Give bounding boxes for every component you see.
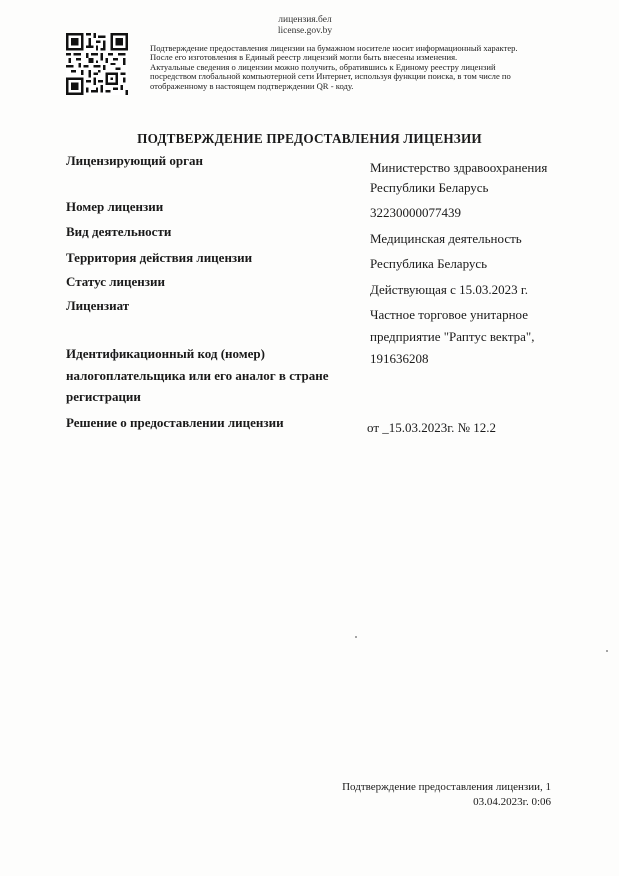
footer-timestamp: 03.04.2023г. 0:06: [473, 796, 551, 808]
scan-speck: [355, 636, 357, 638]
notice-line: Подтверждение предоставления лицензии на бумажном носителе носит информационный характер.: [150, 43, 518, 53]
licensee-value-line2: предприятие "Раптус вектра",: [370, 329, 535, 344]
registry-site: [250, 15, 360, 37]
activity-value: Медицинская деятельность: [370, 231, 522, 246]
site-cyrillic: лицензия.бел: [278, 15, 332, 25]
tax-id-label-line3: регистрации: [66, 389, 141, 404]
license-number-label: Номер лицензии: [66, 199, 164, 214]
notice-line: Актуальные сведения о лицензии можно получить, обратившись к Единому реестру лицензий: [150, 61, 496, 72]
tax-id-value: 191636208: [370, 351, 429, 366]
licensee-value-line1: Частное торговое унитарное: [370, 307, 528, 322]
qr-code[interactable]: [66, 33, 128, 95]
notice-line: посредством глобальной компьютерной сети Интернет, используя функции поиска, в том числе по: [150, 71, 511, 82]
scan-speck: [606, 650, 608, 652]
decision-label: Решение о предоставлении лицензии: [66, 415, 284, 430]
license-number-value: 32230000077439: [370, 205, 461, 220]
decision-value: от _15.03.2023г. № 12.2: [367, 420, 497, 435]
site-latin: license.gov.by: [277, 26, 333, 36]
notice-line: После его изготовления в Единый реестр лицензий могли быть внесены изменения.: [150, 52, 458, 63]
activity-label: Вид деятельности: [66, 224, 172, 239]
territory-label: Территория действия лицензии: [66, 250, 253, 265]
licensee-label: Лицензиат: [66, 298, 130, 313]
notice-line: отображенному в настоящем подтверждении QR - коду.: [150, 80, 354, 91]
authority-value-line1: Министерство здравоохранения: [370, 160, 548, 175]
authority-label: Лицензирующий орган: [66, 153, 203, 168]
tax-id-label-line1: Идентификационный код (номер): [66, 346, 265, 361]
territory-value: Республика Беларусь: [370, 256, 488, 271]
print-footer: [342, 780, 551, 810]
authority-value-line2: Республики Беларусь: [370, 180, 489, 195]
document-title: ПОДТВЕРЖДЕНИЕ ПРЕДОСТАВЛЕНИЯ ЛИЦЕНЗИИ: [137, 131, 482, 146]
status-label: Статус лицензии: [66, 274, 165, 289]
status-value: Действующая с 15.03.2023 г.: [370, 282, 529, 297]
footer-caption: Подтверждение предоставления лицензии, 1: [342, 781, 551, 793]
disclaimer-notice: [150, 44, 590, 91]
tax-id-label-line2: налогоплательщика или его аналог в стране: [66, 368, 329, 383]
